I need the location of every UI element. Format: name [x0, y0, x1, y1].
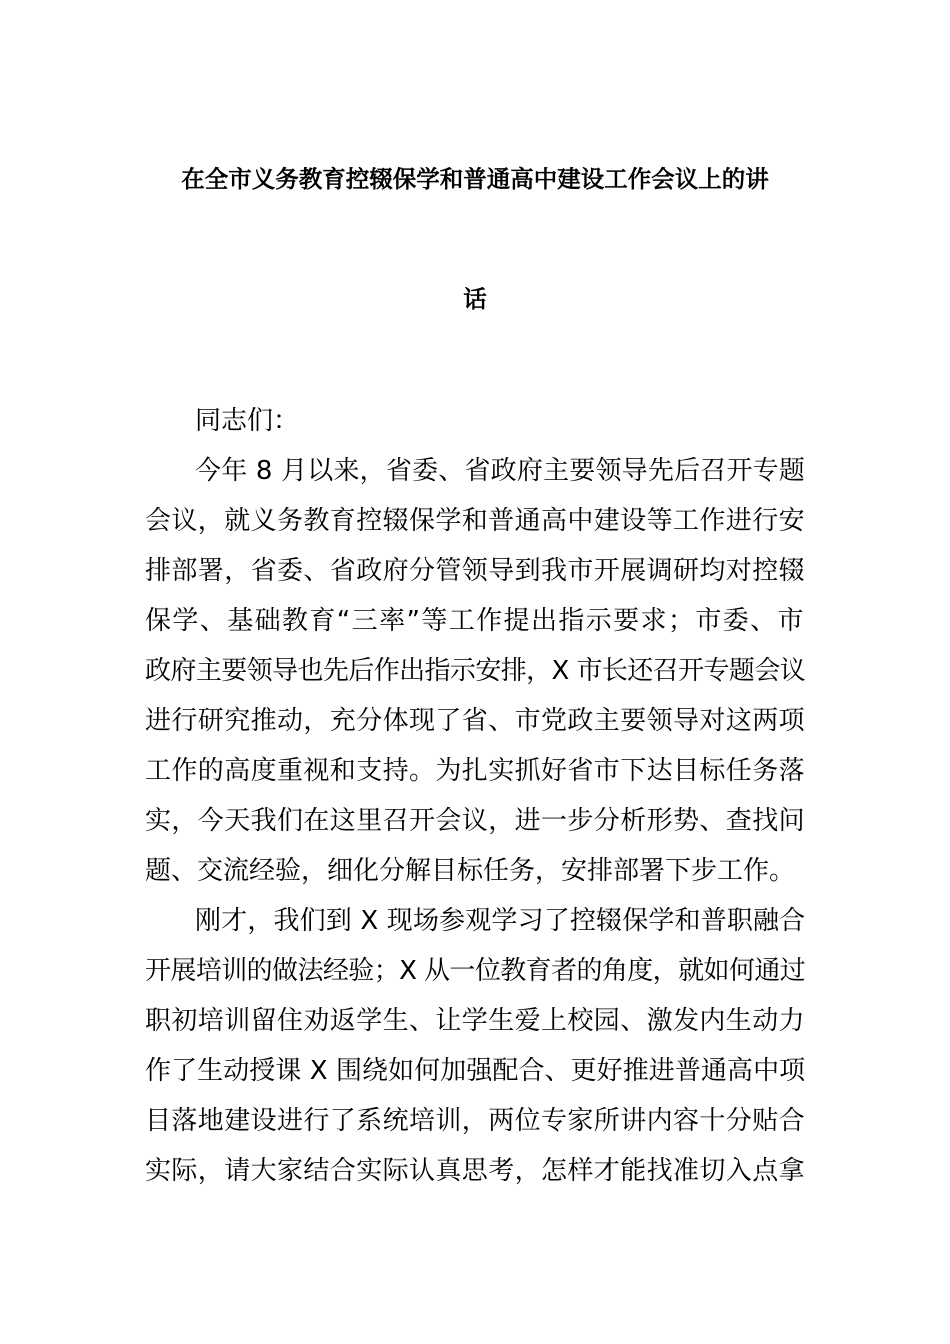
paragraph-1-line-5: 政府主要领导也先后作出指示安排，X 市长还召开专题会议	[145, 656, 806, 686]
paragraph-1-line-3: 排部署，省委、省政府分管领导到我市开展调研均对控辍	[145, 556, 806, 586]
paragraph-2-line-4: 作了生动授课 X 围绕如何加强配合、更好推进普通高中项	[145, 1056, 806, 1086]
paragraph-2-line-6: 实际，请大家结合实际认真思考，怎样才能找准切入点拿	[145, 1156, 806, 1186]
paragraph-1-line-2: 会议，就义务教育控辍保学和普通高中建设等工作进行安	[145, 506, 806, 536]
paragraph-2-line-2: 开展培训的做法经验；X 从一位教育者的角度，就如何通过	[145, 956, 806, 986]
paragraph-1-line-6: 进行研究推动，充分体现了省、市党政主要领导对这两项	[145, 706, 806, 736]
paragraph-2-line-3: 职初培训留住劝返学生、让学生爱上校园、激发内生动力	[145, 1006, 806, 1036]
paragraph-1-line-9: 题、交流经验，细化分解目标任务，安排部署下步工作。	[145, 856, 796, 886]
paragraph-2-line-5: 目落地建设进行了系统培训，两位专家所讲内容十分贴合	[145, 1106, 806, 1136]
salutation: 同志们：	[195, 406, 300, 436]
document-title-line-2: 话	[463, 285, 487, 313]
paragraph-1-line-1: 今年 8 月以来，省委、省政府主要领导先后召开专题	[195, 456, 806, 486]
document-title-line-1: 在全市义务教育控辍保学和普通高中建设工作会议上的讲	[181, 165, 769, 193]
paragraph-2-line-1: 刚才，我们到 X 现场参观学习了控辍保学和普职融合	[195, 906, 806, 936]
paragraph-1-line-8: 实，今天我们在这里召开会议，进一步分析形势、查找问	[145, 806, 806, 836]
paragraph-1-line-7: 工作的高度重视和支持。为扎实抓好省市下达目标任务落	[145, 756, 806, 786]
paragraph-1-line-4: 保学、基础教育“三率”等工作提出指示要求；市委、市	[145, 606, 805, 636]
